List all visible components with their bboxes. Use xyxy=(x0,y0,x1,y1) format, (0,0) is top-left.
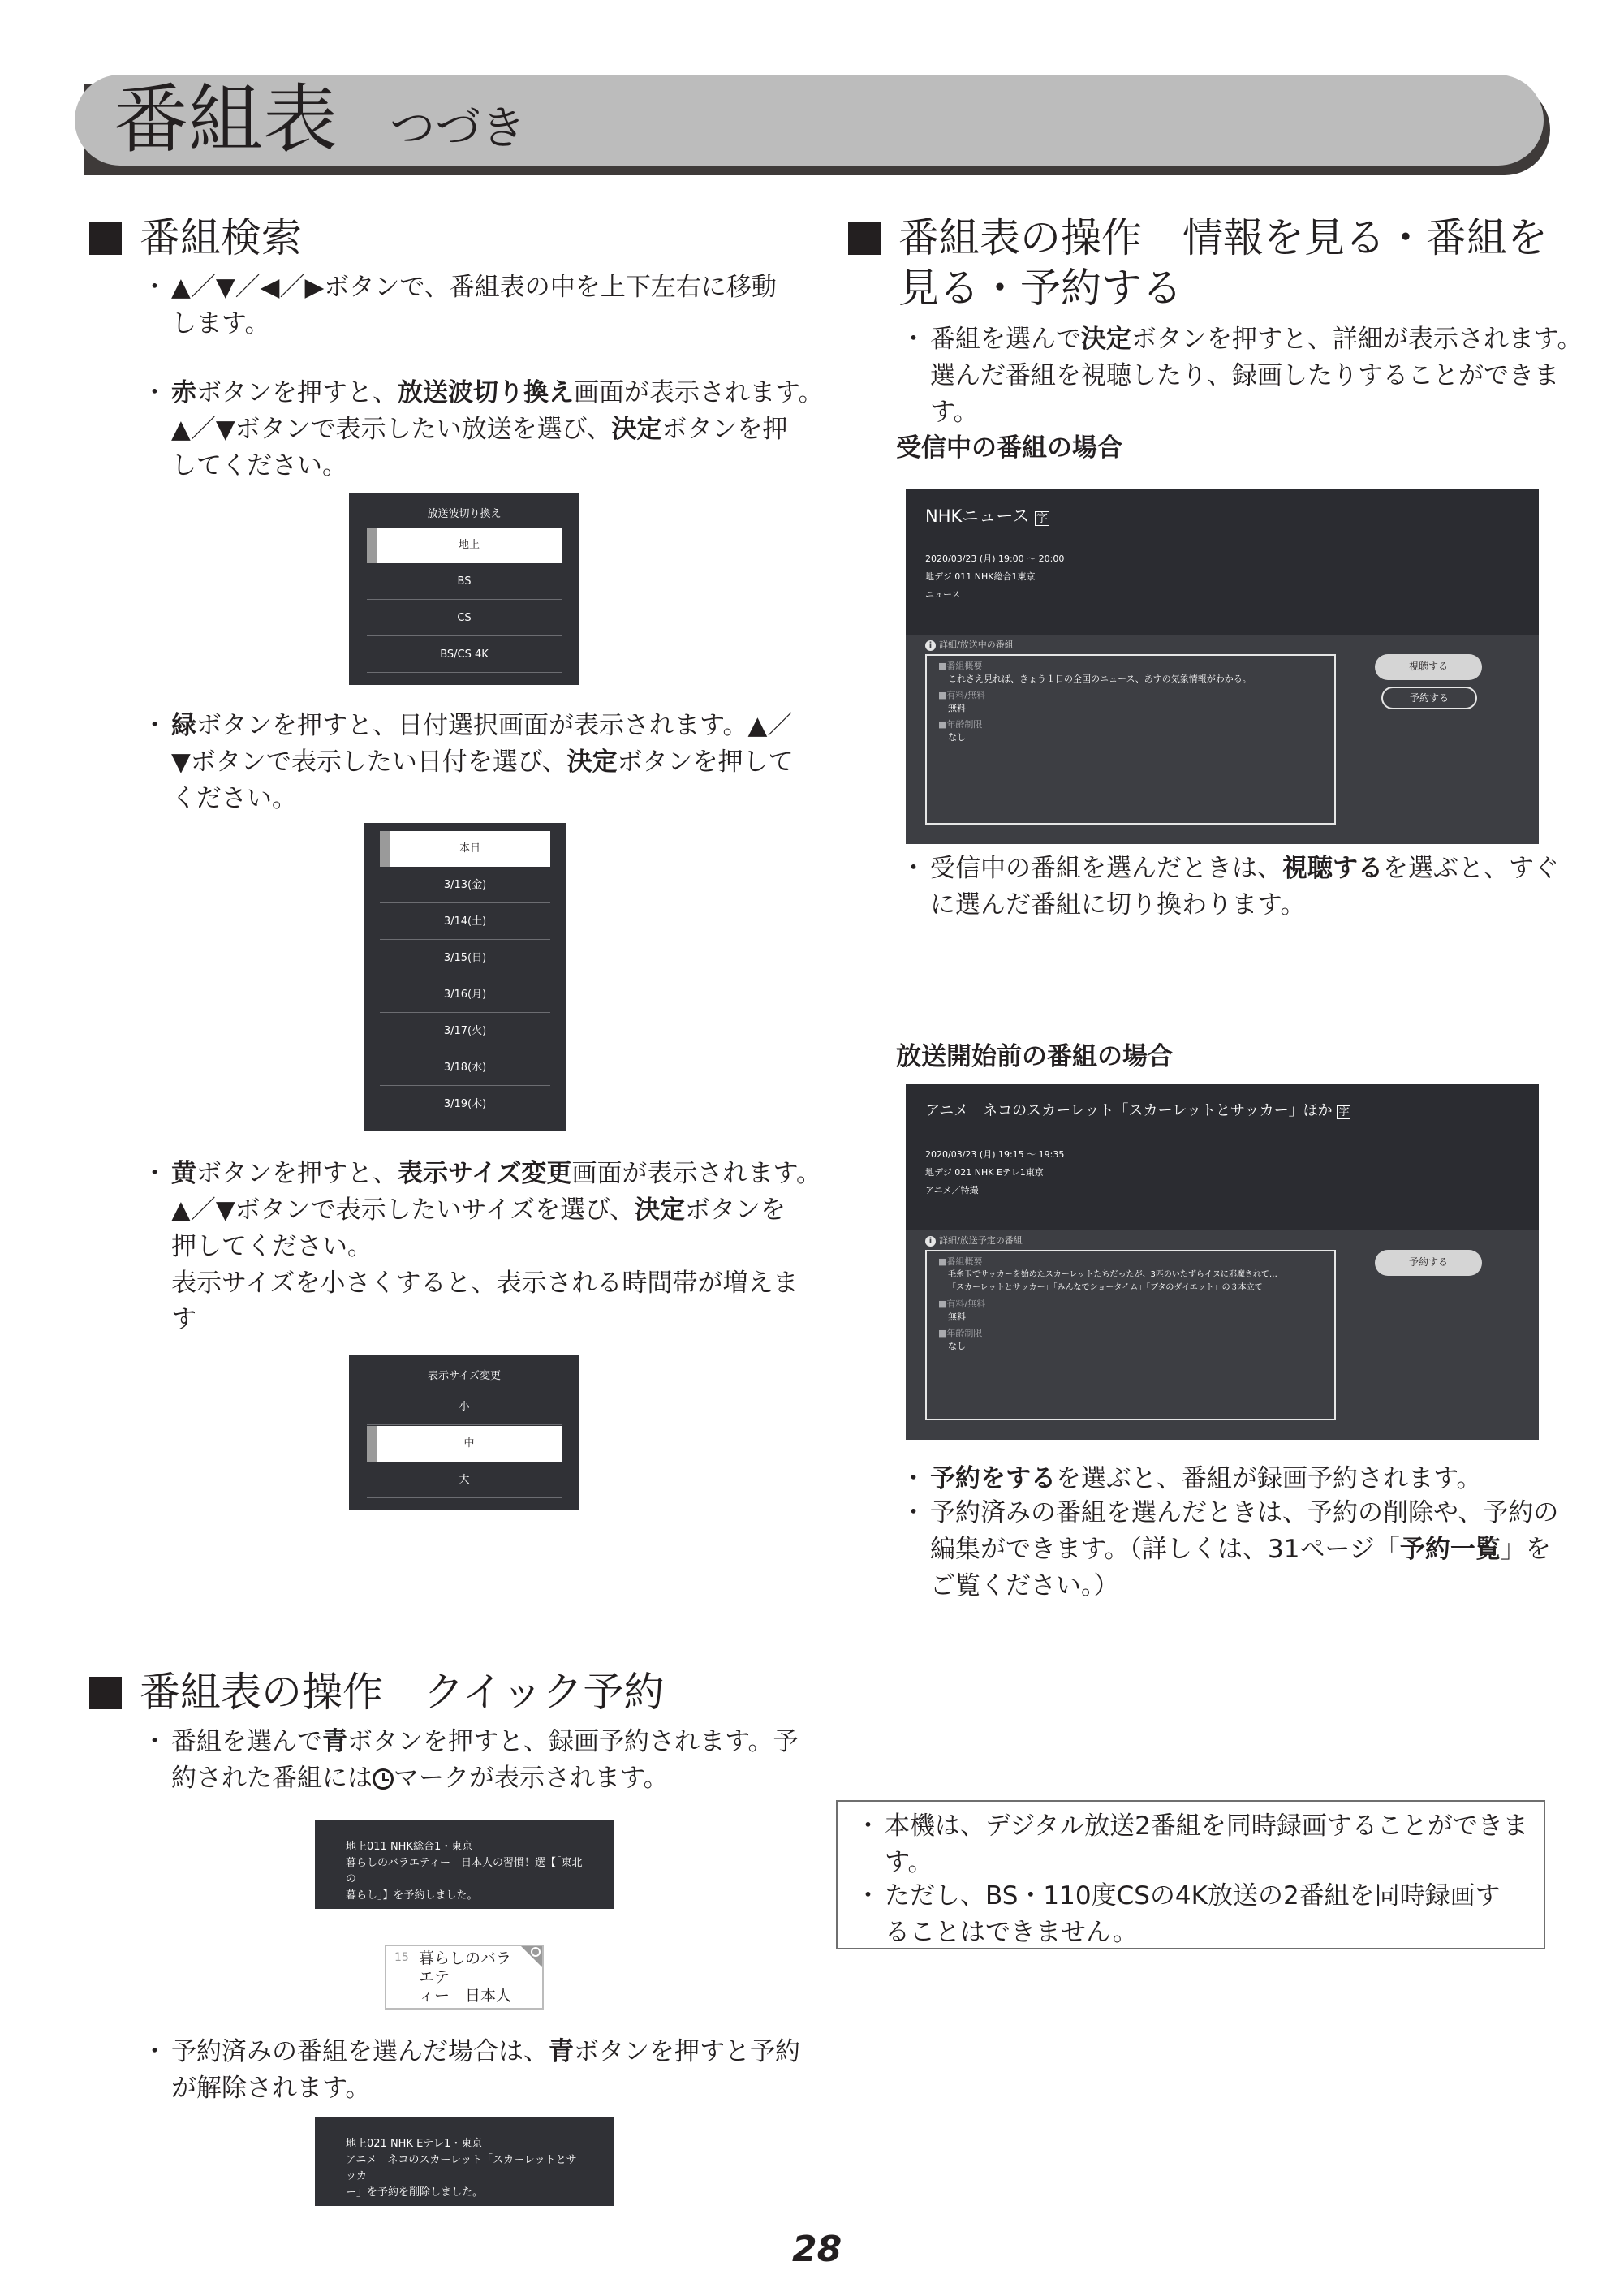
clock-icon xyxy=(373,1768,394,1790)
menu-item-small[interactable]: 小 xyxy=(367,1389,562,1425)
info-icon: i xyxy=(925,1236,936,1247)
cell-minute: 15 xyxy=(394,1951,409,1964)
detail-section-label: i 詳細/放送予定の番組 xyxy=(925,1234,1023,1247)
detail-box xyxy=(925,1250,1336,1420)
menu-item-medium[interactable]: 中 xyxy=(367,1426,562,1462)
page-subtitle: つづき xyxy=(390,102,526,155)
square-bullet-icon xyxy=(848,222,881,255)
watch-button[interactable]: 視聴する xyxy=(1375,654,1482,680)
note-bullet-2: ・ ただし、BS・110度CSの4K放送の2番組を同時録画す ることはできません。 xyxy=(855,1878,1501,1951)
menu-item-large[interactable]: 大 xyxy=(367,1462,562,1498)
detail-line: ■年齢制限 xyxy=(938,1328,983,1338)
display-size-menu xyxy=(349,1355,579,1510)
detail-line: 毛糸玉でサッカーを始めたスカーレットたちだったが、3匹のいたずらイヌに邪魔されて… xyxy=(948,1270,1277,1279)
broadcast-switch-menu xyxy=(349,493,579,685)
menu-item-cs[interactable]: CS xyxy=(367,601,562,636)
menu-item-date[interactable]: 3/17(火) xyxy=(380,1014,550,1049)
detail-line: ■番組概要 xyxy=(938,661,983,671)
menu-item-date[interactable]: 3/13(金) xyxy=(380,868,550,903)
detail-line: 無料 xyxy=(948,703,966,713)
info-bullet-1: ・ 番組を選んで決定ボタンを押すと、詳細が表示されます。 選んだ番組を視聴したり、録画したりすることができま す。 xyxy=(901,321,1583,431)
date-select-menu xyxy=(364,823,566,1131)
detail-body xyxy=(906,1230,1539,1440)
detail-line: ■有料/無料 xyxy=(938,690,986,700)
detail-box xyxy=(925,654,1336,825)
detail-body xyxy=(906,635,1539,844)
square-bullet-icon xyxy=(89,1677,122,1709)
clock-icon xyxy=(531,1947,541,1957)
detail-line: ■有料/無料 xyxy=(938,1299,986,1309)
search-bullet-1: ・ ▲／▼／◀／▶ボタンで、番組表の中を上下左右に移動 します。 xyxy=(142,269,777,342)
detail-line: なし xyxy=(948,1341,966,1351)
program-cell-reserved[interactable] xyxy=(385,1945,544,2010)
note-bullet-1: ・ 本機は、デジタル放送2番組を同時録画することができま す。 xyxy=(855,1808,1528,1881)
cancel-notification: 地上021 NHK Eテレ1・東京 アニメ ネコのスカーレット「スカーレットとサッカ ー」を予約を削除しました。 xyxy=(315,2117,614,2206)
menu-item-date[interactable]: 3/15(日) xyxy=(380,941,550,976)
page-number: 28 xyxy=(792,2229,842,2270)
info-bullet-2: ・ 受信中の番組を選んだときは、視聴するを選ぶと、すぐ に選んだ番組に切り換わります。 xyxy=(901,851,1559,924)
cell-title: 暮らしのバラエテ ィー 日本人 xyxy=(419,1949,512,2005)
section-heading-quick-reserve: 番組表の操作 クイック予約 xyxy=(89,1667,665,1717)
menu-item-terrestrial[interactable]: 地上 xyxy=(367,528,562,563)
menu-item-today[interactable]: 本日 xyxy=(380,831,550,867)
section-heading-info: 番組表の操作 情報を見る・番組を 見る・予約する xyxy=(848,213,1548,313)
search-bullet-4: ・ 黄ボタンを押すと、表示サイズ変更画面が表示されます。 ▲／▼ボタンで表示したいサイズを選び、決定ボタンを 押してください。 表示サイズを小さくすると、表示される時間帯が増えま す xyxy=(142,1156,821,1338)
page-title: 番組表 xyxy=(114,76,338,163)
detail-line: 無料 xyxy=(948,1312,966,1322)
reserve-notification: 地上011 NHK総合1・東京 暮らしのバラエティー 日本人の習慣！選【「東北の 暮らし」】を予約しました。 xyxy=(315,1820,614,1909)
program-meta: 2020/03/23 (月) 19:15 ～ 19:35 地デジ 021 NHK Eテレ1東京 アニメ／特撮 xyxy=(925,1149,1065,1195)
search-bullet-2: ・ 赤ボタンを押すと、放送波切り換え画面が表示されます。 ▲／▼ボタンで表示したい放送を選び、決定ボタンを押 してください。 xyxy=(142,375,824,485)
program-detail-screen-upcoming xyxy=(906,1084,1539,1440)
detail-section-label: i 詳細/放送中の番組 xyxy=(925,638,1014,651)
subheading-on-air: 受信中の番組の場合 xyxy=(896,433,1122,463)
detail-line: なし xyxy=(948,732,966,743)
menu-item-bscs4k[interactable]: BS/CS 4K xyxy=(367,637,562,673)
info-bullet-4: ・ 予約済みの番組を選んだときは、予約の削除や、予約の 編集ができます。（詳しくは、31ページ「予約一覧」を ご覧ください。） xyxy=(901,1495,1558,1605)
subheading-before-broadcast: 放送開始前の番組の場合 xyxy=(896,1042,1173,1071)
menu-item-date[interactable]: 3/18(水) xyxy=(380,1050,550,1086)
square-bullet-icon xyxy=(89,222,122,255)
section-heading-search: 番組検索 xyxy=(89,213,302,263)
program-title: NHKニュース 字 xyxy=(925,506,1048,526)
menu-item-date[interactable]: 3/16(月) xyxy=(380,977,550,1013)
quick-bullet-2: ・ 予約済みの番組を選んだ場合は、青ボタンを押すと予約 が解除されます。 xyxy=(142,2034,800,2107)
program-meta: 2020/03/23 (月) 19:00 ～ 20:00 地デジ 011 NHK総合1東京 ニュース xyxy=(925,554,1065,600)
menu-title: 放送波切り換え xyxy=(427,508,502,520)
detail-line: 「スカーレットとサッカー」「みんなでショータイム」「ブタのダイエット」の３本立て xyxy=(948,1283,1263,1292)
search-bullet-3: ・ 緑ボタンを押すと、日付選択画面が表示されます。▲／ ▼ボタンで表示したい日付を選び、決定ボタンを押して ください。 xyxy=(142,708,794,817)
program-title: アニメ ネコのスカーレット「スカーレットとサッカー」ほか 字 xyxy=(925,1102,1350,1119)
info-icon: i xyxy=(925,640,936,651)
reserve-button[interactable]: 予約する xyxy=(1375,1250,1482,1276)
menu-title: 表示サイズ変更 xyxy=(428,1370,501,1382)
quick-bullet-1: ・ 番組を選んで青ボタンを押すと、録画予約されます。予 約された番組には マークが表示されます。 xyxy=(142,1724,799,1797)
menu-item-date[interactable]: 3/14(土) xyxy=(380,904,550,940)
detail-line: ■年齢制限 xyxy=(938,719,983,730)
menu-item-date[interactable]: 3/19(木) xyxy=(380,1087,550,1122)
reserve-button[interactable]: 予約する xyxy=(1381,687,1477,709)
recording-note-box xyxy=(836,1800,1545,1949)
program-detail-screen-on-air xyxy=(906,489,1539,844)
menu-item-bs[interactable]: BS xyxy=(367,564,562,600)
detail-line: ■番組概要 xyxy=(938,1256,983,1267)
detail-header xyxy=(906,1084,1539,1230)
detail-line: これさえ見れば、きょう１日の全国のニュース、あすの気象情報がわかる。 xyxy=(948,674,1251,684)
detail-header xyxy=(906,489,1539,635)
info-bullet-3: ・ 予約をするを選ぶと、番組が録画予約されます。 xyxy=(901,1461,1482,1497)
